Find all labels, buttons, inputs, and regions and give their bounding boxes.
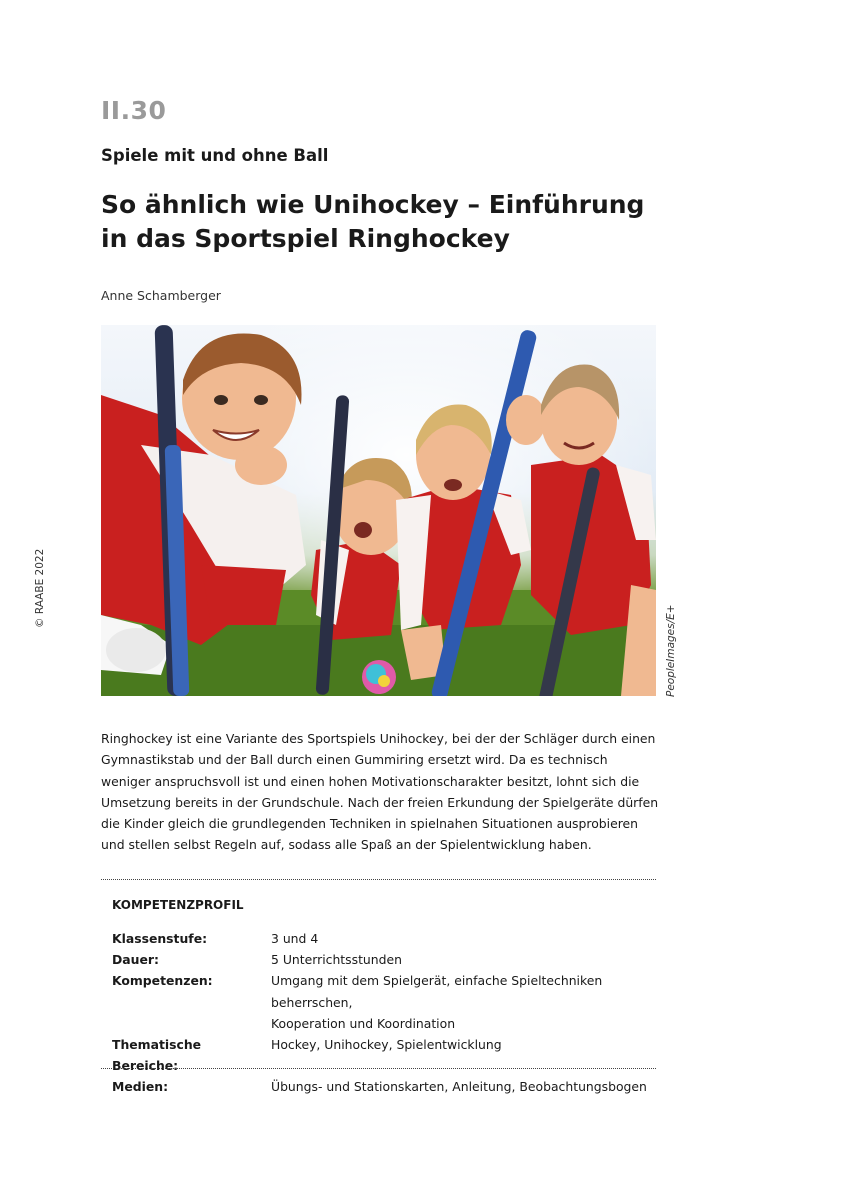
profile-value-line: Übungs- und Stationskarten, Anleitung, Beobachtungsbogen [271, 1079, 647, 1095]
photo-credit: PeopleImages/E+ [665, 604, 677, 697]
profile-value [271, 928, 662, 949]
copyright-note: © RAABE 2022 [34, 548, 46, 628]
profile-row-media [112, 1076, 662, 1097]
profile-row-competences [112, 970, 662, 1034]
profile-label: Dauer: [112, 952, 159, 968]
profile-value [271, 1076, 662, 1097]
category-heading: Spiele mit und ohne Ball [101, 146, 329, 165]
divider-bottom [101, 1068, 656, 1069]
profile-label: Kompetenzen: [112, 973, 213, 989]
profile-row-grade [112, 928, 662, 949]
profile-row-duration [112, 949, 662, 970]
profile-row-topics [112, 1034, 662, 1076]
competence-profile [112, 928, 662, 1098]
profile-value-line: 3 und 4 [271, 931, 319, 946]
intro-paragraph: Ringhockey ist eine Variante des Sportspiels Unihockey, bei der der Schläger durch einen Gymnastikstab und der Ball durch einen Gummiring ersetzt wird. Da es technisch weniger anspruchsvoll ist und einen hohen Motivationscharakter besitzt, lohnt sich die Umsetzung bereits in der Grundschule. Nach der freien Erkundung der Spielgeräte dürfen die Kinder gleich die grundlegenden Techniken in spielnahen Situationen ausprobieren und stellen selbst Regeln auf, sodass alle Spaß an der Spielentwicklung haben. [101, 731, 659, 853]
hero-photo [101, 325, 656, 696]
profile-label: Thematische Bereiche: [112, 1037, 202, 1074]
profile-value [271, 970, 662, 1034]
profile-value-line: Kooperation und Koordination [271, 1015, 456, 1031]
page-title: So ähnlich wie Unihockey – Einführung in das Sportspiel Ringhockey [101, 190, 645, 253]
divider-top [101, 879, 656, 880]
profile-value-line: Hockey, Unihockey, Spielentwicklung [271, 1037, 502, 1053]
profile-heading: KOMPETENZPROFIL [112, 898, 244, 912]
profile-value [271, 949, 662, 970]
profile-label: Medien: [112, 1079, 169, 1095]
profile-value [271, 1034, 662, 1076]
profile-label: Klassenstufe: [112, 931, 208, 946]
page-number: II.30 [101, 96, 167, 125]
profile-value-line: Umgang mit dem Spielgerät, einfache Spieltechniken beherrschen, [271, 973, 603, 1010]
profile-value-line: 5 Unterrichtsstunden [271, 952, 402, 968]
author: Anne Schamberger [101, 288, 221, 303]
